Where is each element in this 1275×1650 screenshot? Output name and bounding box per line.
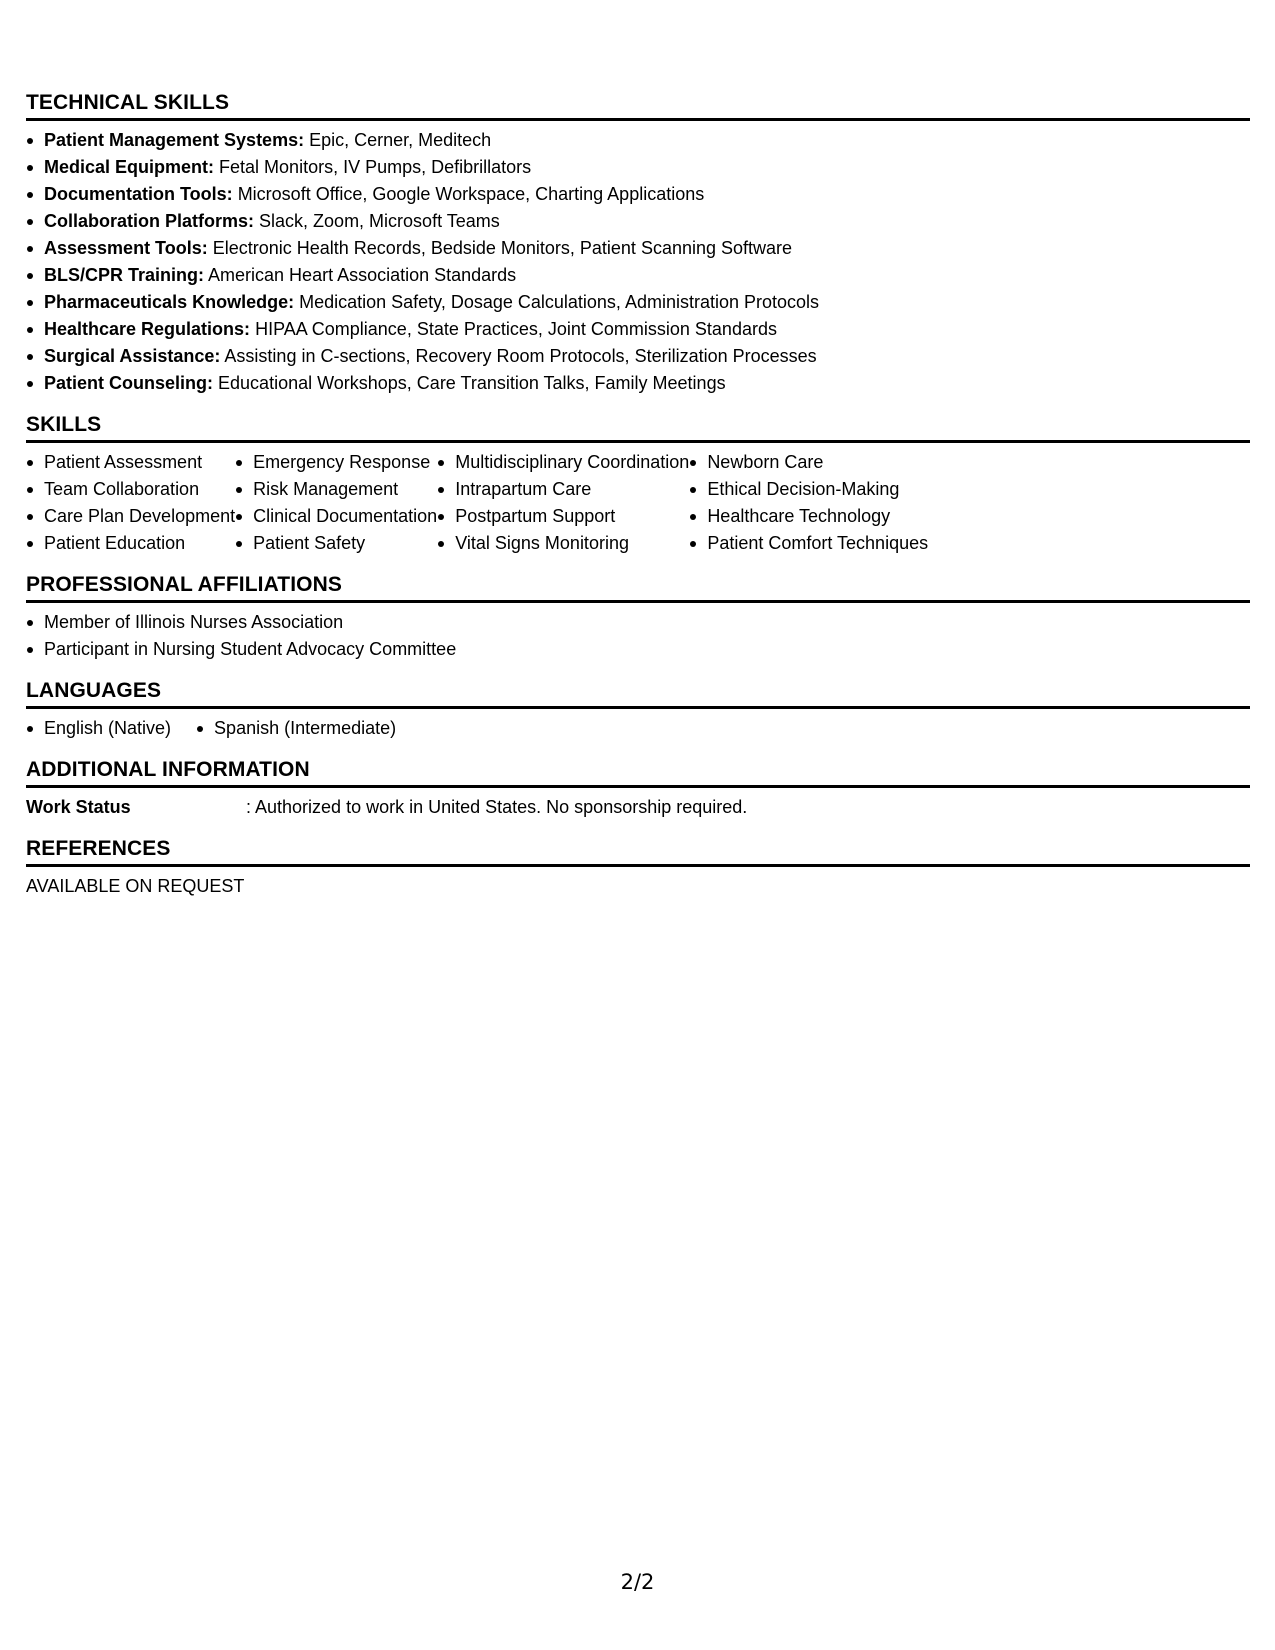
- technical-skills-list: [26, 127, 1250, 397]
- technical-skill-value: Slack, Zoom, Microsoft Teams: [259, 211, 500, 231]
- bullet-icon: [27, 219, 33, 225]
- skill-item: [235, 449, 437, 476]
- skill-text: Vital Signs Monitoring: [455, 533, 629, 553]
- technical-skills-section: [26, 88, 1250, 397]
- technical-skill-label: BLS/CPR Training:: [44, 265, 205, 285]
- skill-item: [689, 503, 928, 530]
- bullet-icon: [27, 354, 33, 360]
- technical-skill-label: Patient Counseling:: [44, 373, 214, 393]
- language-item: [196, 715, 396, 742]
- skill-text: Care Plan Development: [44, 506, 236, 526]
- additional-info-heading: ADDITIONAL INFORMATION: [26, 758, 310, 781]
- technical-skill-value: Fetal Monitors, IV Pumps, Defibrillators: [219, 157, 532, 177]
- skill-text: Team Collaboration: [44, 479, 200, 499]
- skill-text: Risk Management: [253, 479, 399, 499]
- additional-info-section: [26, 755, 1250, 821]
- technical-skill-item: [26, 154, 1250, 181]
- technical-skill-label: Surgical Assistance:: [44, 346, 221, 366]
- technical-skill-item: [26, 262, 1250, 289]
- technical-skill-value: Microsoft Office, Google Workspace, Charting Applications: [237, 184, 705, 204]
- technical-skill-label: Medical Equipment:: [44, 157, 215, 177]
- skill-text: Newborn Care: [707, 452, 824, 472]
- language-text: English (Native): [44, 718, 172, 738]
- bullet-icon: [27, 620, 33, 626]
- skills-column: [689, 449, 928, 557]
- bullet-icon: [27, 726, 33, 732]
- bullet-icon: [438, 514, 444, 520]
- bullet-icon: [690, 514, 696, 520]
- skill-item: [437, 503, 689, 530]
- bullet-icon: [27, 165, 33, 171]
- affiliation-text: Participant in Nursing Student Advocacy Committee: [44, 639, 457, 659]
- technical-skill-item: [26, 289, 1250, 316]
- language-item: [26, 715, 171, 742]
- work-status-value: : Authorized to work in United States. No sponsorship required.: [246, 797, 748, 817]
- work-status-label: Work Status: [26, 797, 131, 817]
- technical-skill-label: Documentation Tools:: [44, 184, 233, 204]
- affiliations-heading: PROFESSIONAL AFFILIATIONS: [26, 573, 342, 596]
- skill-text: Emergency Response: [253, 452, 431, 472]
- skill-text: Healthcare Technology: [707, 506, 891, 526]
- technical-skill-value: American Heart Association Standards: [208, 265, 517, 285]
- bullet-icon: [27, 541, 33, 547]
- section-divider: [26, 118, 1250, 121]
- technical-skill-value: Medication Safety, Dosage Calculations, Administration Protocols: [299, 292, 820, 312]
- technical-skill-value: Epic, Cerner, Meditech: [309, 130, 492, 150]
- references-heading: REFERENCES: [26, 837, 171, 860]
- skill-item: [689, 449, 928, 476]
- skills-column: [437, 449, 689, 557]
- languages-list: [26, 715, 1250, 742]
- skill-item: [235, 530, 437, 557]
- section-divider: [26, 864, 1250, 867]
- skill-text: Patient Assessment: [44, 452, 203, 472]
- bullet-icon: [197, 726, 203, 732]
- technical-skill-label: Patient Management Systems:: [44, 130, 305, 150]
- bullet-icon: [27, 192, 33, 198]
- skills-heading: SKILLS: [26, 413, 102, 436]
- skill-item: [437, 449, 689, 476]
- skills-grid: [26, 449, 1250, 557]
- bullet-icon: [27, 327, 33, 333]
- bullet-icon: [438, 460, 444, 466]
- bullet-icon: [27, 246, 33, 252]
- skill-item: [235, 476, 437, 503]
- skill-text: Patient Safety: [253, 533, 366, 553]
- skill-item: [26, 449, 235, 476]
- skills-section: [26, 410, 1250, 557]
- skill-text: Intrapartum Care: [455, 479, 592, 499]
- skill-text: Multidisciplinary Coordination: [455, 452, 690, 472]
- technical-skill-item: [26, 235, 1250, 262]
- bullet-icon: [27, 460, 33, 466]
- page-number: 2/2: [620, 1570, 655, 1594]
- technical-skill-label: Assessment Tools:: [44, 238, 208, 258]
- bullet-icon: [690, 460, 696, 466]
- skill-text: Postpartum Support: [455, 506, 616, 526]
- bullet-icon: [27, 514, 33, 520]
- bullet-icon: [236, 460, 242, 466]
- languages-section: [26, 676, 1250, 742]
- bullet-icon: [690, 541, 696, 547]
- technical-skill-item: [26, 343, 1250, 370]
- skill-item: [689, 476, 928, 503]
- bullet-icon: [236, 487, 242, 493]
- affiliations-list: [26, 609, 1250, 663]
- bullet-icon: [690, 487, 696, 493]
- section-divider: [26, 600, 1250, 603]
- technical-skill-value: Educational Workshops, Care Transition Talks, Family Meetings: [218, 373, 726, 393]
- affiliation-item: [26, 636, 1250, 663]
- affiliations-section: [26, 570, 1250, 663]
- section-divider: [26, 706, 1250, 709]
- bullet-icon: [27, 647, 33, 653]
- skill-item: [437, 476, 689, 503]
- references-section: [26, 834, 1250, 900]
- references-text: AVAILABLE ON REQUEST: [26, 876, 245, 896]
- technical-skill-label: Healthcare Regulations:: [44, 319, 251, 339]
- skill-item: [26, 476, 235, 503]
- bullet-icon: [236, 541, 242, 547]
- technical-skill-item: [26, 181, 1250, 208]
- technical-skill-value: HIPAA Compliance, State Practices, Joint Commission Standards: [255, 319, 777, 339]
- skill-text: Patient Comfort Techniques: [707, 533, 929, 553]
- skill-item: [235, 503, 437, 530]
- skill-item: [689, 530, 928, 557]
- section-divider: [26, 440, 1250, 443]
- skill-item: [437, 530, 689, 557]
- skills-column: [26, 449, 235, 557]
- bullet-icon: [438, 541, 444, 547]
- technical-skill-label: Collaboration Platforms:: [44, 211, 255, 231]
- skill-text: Clinical Documentation: [253, 506, 438, 526]
- bullet-icon: [438, 487, 444, 493]
- work-status-row: [26, 794, 1250, 821]
- technical-skill-value: Assisting in C-sections, Recovery Room Protocols, Sterilization Processes: [224, 346, 817, 366]
- technical-skill-item: [26, 316, 1250, 343]
- affiliation-item: [26, 609, 1250, 636]
- skill-text: Patient Education: [44, 533, 186, 553]
- bullet-icon: [27, 381, 33, 387]
- skill-item: [26, 503, 235, 530]
- bullet-icon: [236, 514, 242, 520]
- technical-skill-item: [26, 127, 1250, 154]
- skill-text: Ethical Decision-Making: [707, 479, 900, 499]
- skills-column: [235, 449, 437, 557]
- resume-page: [26, 88, 1250, 913]
- bullet-icon: [27, 300, 33, 306]
- affiliation-text: Member of Illinois Nurses Association: [44, 612, 344, 632]
- skill-item: [26, 530, 235, 557]
- section-divider: [26, 785, 1250, 788]
- bullet-icon: [27, 487, 33, 493]
- languages-heading: LANGUAGES: [26, 679, 162, 702]
- technical-skill-item: [26, 208, 1250, 235]
- technical-skill-label: Pharmaceuticals Knowledge:: [44, 292, 295, 312]
- bullet-icon: [27, 273, 33, 279]
- technical-skill-item: [26, 370, 1250, 397]
- bullet-icon: [27, 138, 33, 144]
- technical-skills-heading: TECHNICAL SKILLS: [26, 91, 230, 114]
- language-text: Spanish (Intermediate): [214, 718, 397, 738]
- technical-skill-value: Electronic Health Records, Bedside Monitors, Patient Scanning Software: [212, 238, 793, 258]
